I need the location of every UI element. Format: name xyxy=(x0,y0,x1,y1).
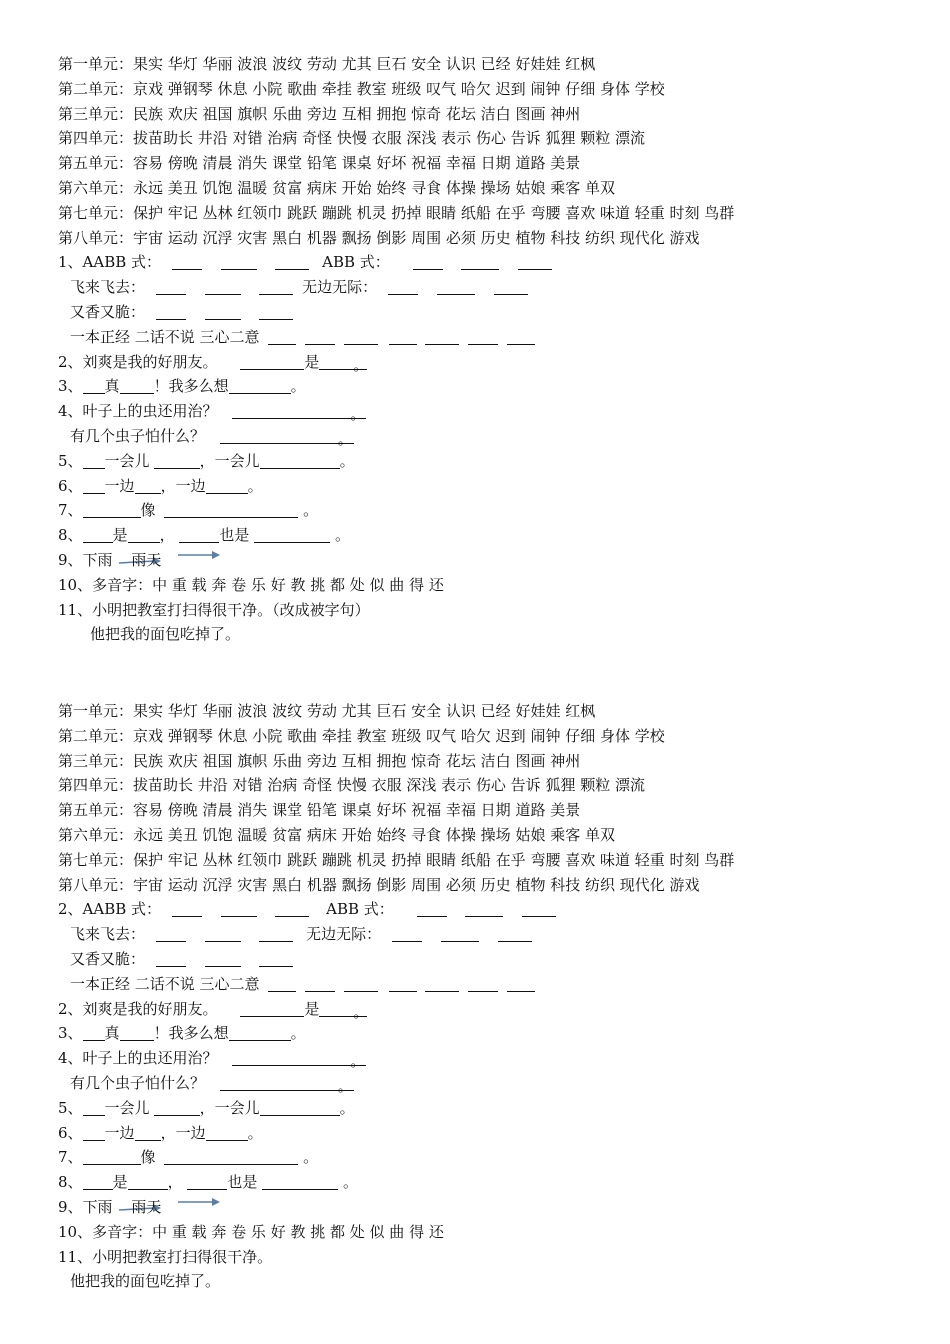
period: 。 xyxy=(290,1024,306,1043)
unit-line-6: 第六单元：永远 美丑 饥饱 温暖 贫富 病床 开始 始终 寻食 体操 操场 姑娘 乘客 单双 xyxy=(58,825,615,844)
question-7 xyxy=(58,498,918,523)
question-text: ！我多么想 xyxy=(153,1024,229,1043)
question-8 xyxy=(58,1170,918,1195)
blank[interactable] xyxy=(135,477,161,494)
blank[interactable] xyxy=(268,328,296,345)
question-2 xyxy=(58,350,918,375)
blank[interactable] xyxy=(260,1099,340,1116)
blank[interactable] xyxy=(128,526,160,543)
question-7 xyxy=(58,1145,918,1170)
period: 。 xyxy=(334,526,350,545)
blank[interactable] xyxy=(518,253,552,270)
blank[interactable] xyxy=(206,477,248,494)
q1-youxiang-line xyxy=(58,947,918,972)
question-number: 2、 xyxy=(58,900,83,919)
blank[interactable] xyxy=(389,328,417,345)
question-text: 3、 xyxy=(58,1024,83,1043)
blank[interactable] xyxy=(83,1099,105,1116)
question-4 xyxy=(58,1046,918,1071)
worksheet-1 xyxy=(58,52,918,647)
blank-with-end[interactable] xyxy=(220,1074,354,1095)
blank[interactable] xyxy=(522,900,556,917)
question-3 xyxy=(58,374,918,399)
question-10: 10、多音字：中 重 载 奔 卷 乐 好 教 挑 都 处 似 曲 得 还 xyxy=(58,575,444,594)
period: 。 xyxy=(353,1002,369,1021)
blank[interactable] xyxy=(275,253,309,270)
blank[interactable] xyxy=(229,1024,291,1041)
blank[interactable] xyxy=(229,377,291,394)
question-text: ，一边 xyxy=(160,476,206,495)
question-text: 也是 xyxy=(227,1173,258,1192)
blank[interactable] xyxy=(83,377,105,394)
idioms-label: 一本正经 二话不说 三心二意 xyxy=(70,327,260,346)
blank[interactable] xyxy=(413,253,443,270)
blank[interactable] xyxy=(83,1024,105,1041)
period: 。 xyxy=(350,405,366,424)
question-11: 11、小明把教室打扫得很干净。（改成被字句） xyxy=(58,600,370,619)
blank[interactable] xyxy=(156,925,186,942)
question-text: ，一边 xyxy=(160,1123,206,1142)
wubian-label: 无边无际： xyxy=(302,278,378,297)
question-text: 有几个虫子怕什么？ xyxy=(70,1073,206,1092)
unit-line-1: 第一单元：果实 华灯 华丽 波浪 波纹 劳动 尤其 巨石 安全 认识 已经 好娃娃 红枫 xyxy=(58,55,596,73)
blank[interactable] xyxy=(437,278,475,295)
blank[interactable] xyxy=(156,278,186,295)
blank[interactable] xyxy=(205,950,241,967)
question-6 xyxy=(58,1121,918,1146)
unit-line-7: 第七单元：保护 牢记 丛林 红领巾 跳跃 蹦跳 机灵 扔掉 眼睛 纸船 在乎 弯腰 喜欢 味道 轻重 时刻 鸟群 xyxy=(58,203,735,222)
question-3 xyxy=(58,1021,918,1046)
question-11b: 他把我的面包吃掉了。 xyxy=(70,1272,221,1291)
blank[interactable] xyxy=(259,925,293,942)
question-text: ，一会儿 xyxy=(199,451,260,470)
blank[interactable] xyxy=(388,278,418,295)
question-6 xyxy=(58,474,918,499)
period: 。 xyxy=(247,1123,263,1142)
blank[interactable] xyxy=(83,501,141,518)
question-11b: 他把我的面包吃掉了。 xyxy=(90,625,241,644)
question-9 xyxy=(58,548,918,573)
blank[interactable] xyxy=(205,925,241,942)
question-number: 1、 xyxy=(58,253,83,272)
question-9 xyxy=(58,1195,918,1220)
blank[interactable] xyxy=(83,1173,113,1190)
question-text: ， xyxy=(167,1173,183,1192)
question-text: 7、 xyxy=(58,1148,83,1167)
blank[interactable] xyxy=(83,477,105,494)
period: 。 xyxy=(342,1173,358,1192)
blank[interactable] xyxy=(268,975,296,992)
blank[interactable] xyxy=(417,900,447,917)
question-text: 雨天 xyxy=(131,1197,162,1216)
question-text: 像 xyxy=(140,501,156,520)
unit-line-4: 第四单元：拔苗助长 井沿 对错 治病 奇怪 快慢 衣服 深浅 表示 伤心 告诉 狐狸 颗粒 漂流 xyxy=(58,129,645,148)
blank[interactable] xyxy=(221,253,257,270)
question-text: 5、 xyxy=(58,1098,83,1117)
blank[interactable] xyxy=(262,1173,338,1190)
unit-line-4: 第四单元：拔苗助长 井沿 对错 治病 奇怪 快慢 衣服 深浅 表示 伤心 告诉 狐狸 颗粒 漂流 xyxy=(58,776,645,795)
period: 。 xyxy=(339,451,355,470)
blank[interactable] xyxy=(254,526,330,543)
blank[interactable] xyxy=(507,328,535,345)
blank[interactable] xyxy=(305,975,335,992)
question-text: 7、 xyxy=(58,501,83,520)
question-10: 10、多音字：中 重 载 奔 卷 乐 好 教 挑 都 处 似 曲 得 还 xyxy=(58,1222,444,1241)
blank-with-end[interactable] xyxy=(232,402,366,424)
blank[interactable] xyxy=(240,1000,304,1017)
question-text: 9、下雨 xyxy=(58,1197,113,1216)
q1-aabb-line xyxy=(58,250,918,275)
blank-with-end[interactable] xyxy=(319,353,369,374)
unit-line-6: 第六单元：永远 美丑 饥饱 温暖 贫富 病床 开始 始终 寻食 体操 操场 姑娘 乘客 单双 xyxy=(58,178,615,197)
period: 。 xyxy=(337,1076,353,1095)
blank[interactable] xyxy=(461,253,499,270)
question-text: 2、刘爽是我的好朋友。 xyxy=(58,999,218,1018)
period: 。 xyxy=(337,429,353,448)
question-2 xyxy=(58,997,918,1022)
blank-with-end[interactable] xyxy=(319,1000,369,1021)
unit-line-5: 第五单元：容易 傍晚 清晨 消失 课堂 铅笔 课桌 好坏 祝福 幸福 日期 道路 美景 xyxy=(58,801,581,820)
feilai-label: 飞来飞去： xyxy=(70,925,146,944)
blank[interactable] xyxy=(468,328,498,345)
question-text: 真 xyxy=(104,1024,120,1043)
blank[interactable] xyxy=(259,278,293,295)
unit-line-7: 第七单元：保护 牢记 丛林 红领巾 跳跃 蹦跳 机灵 扔掉 眼睛 纸船 在乎 弯腰 喜欢 味道 轻重 时刻 鸟群 xyxy=(58,850,735,869)
period: 。 xyxy=(350,1052,366,1071)
unit-line-5: 第五单元：容易 傍晚 清晨 消失 课堂 铅笔 课桌 好坏 祝福 幸福 日期 道路 美景 xyxy=(58,154,581,173)
question-text: 雨天 xyxy=(131,550,162,569)
question-text: 5、 xyxy=(58,451,83,470)
aabb-label: AABB 式： xyxy=(82,900,162,919)
unit-line-8: 第八单元：宇宙 运动 沉浮 灾害 黑白 机器 飘扬 倒影 周围 必须 历史 植物 科技 纺织 现代化 游戏 xyxy=(58,228,700,247)
blank[interactable] xyxy=(135,1124,161,1141)
q1-aabb-line xyxy=(58,897,918,922)
blank[interactable] xyxy=(164,1148,298,1165)
blank[interactable] xyxy=(83,452,105,469)
blank[interactable] xyxy=(494,278,528,295)
blank[interactable] xyxy=(392,925,422,942)
question-text: 也是 xyxy=(219,526,250,545)
blank[interactable] xyxy=(120,377,154,394)
blank[interactable] xyxy=(425,975,459,992)
blank[interactable] xyxy=(172,253,202,270)
question-text: 3、 xyxy=(58,377,83,396)
question-text: ，一会儿 xyxy=(199,1098,260,1117)
question-text: 6、 xyxy=(58,1123,83,1142)
question-text: 有几个虫子怕什么？ xyxy=(70,426,206,445)
blank[interactable] xyxy=(154,1099,200,1116)
question-text: ！我多么想 xyxy=(153,377,229,396)
question-4b xyxy=(58,424,918,449)
blank[interactable] xyxy=(83,1148,141,1165)
blank[interactable] xyxy=(275,900,309,917)
question-text: 8、 xyxy=(58,1173,83,1192)
question-5 xyxy=(58,1096,918,1121)
unit-line-3: 第三单元：民族 欢庆 祖国 旗帜 乐曲 旁边 互相 拥抱 惊奇 花坛 洁白 图画 神州 xyxy=(58,751,581,770)
blank[interactable] xyxy=(260,452,340,469)
question-text: 是 xyxy=(304,999,320,1018)
question-text: 是 xyxy=(112,526,128,545)
feilai-label: 飞来飞去： xyxy=(70,278,146,297)
unit-line-8: 第八单元：宇宙 运动 沉浮 灾害 黑白 机器 飘扬 倒影 周围 必须 历史 植物 科技 纺织 现代化 游戏 xyxy=(58,875,700,894)
q1-feilai-line xyxy=(58,275,918,300)
blank[interactable] xyxy=(205,303,241,320)
blank[interactable] xyxy=(344,975,378,992)
question-4b xyxy=(58,1071,918,1096)
blank[interactable] xyxy=(154,452,200,469)
blank[interactable] xyxy=(128,1173,168,1190)
question-text: 4、叶子上的虫还用治？ xyxy=(58,1049,218,1068)
question-text: 6、 xyxy=(58,476,83,495)
q1-idioms-line xyxy=(58,972,918,997)
blank[interactable] xyxy=(187,1173,227,1190)
question-text: 2、刘爽是我的好朋友。 xyxy=(58,352,218,371)
blank[interactable] xyxy=(425,328,459,345)
blank[interactable] xyxy=(83,526,113,543)
question-text: 一边 xyxy=(104,1123,135,1142)
blank[interactable] xyxy=(206,1124,248,1141)
aabb-label: AABB 式： xyxy=(82,253,162,272)
worksheet-2 xyxy=(58,699,918,1294)
wubian-label: 无边无际： xyxy=(306,925,382,944)
period: 。 xyxy=(290,377,306,396)
question-8 xyxy=(58,523,918,548)
period: 。 xyxy=(353,355,369,374)
q1-idioms-line xyxy=(58,325,918,350)
question-text: 像 xyxy=(140,1148,156,1167)
blank[interactable] xyxy=(172,900,202,917)
blank-with-end[interactable] xyxy=(220,427,354,448)
question-5 xyxy=(58,449,918,474)
blank[interactable] xyxy=(205,278,241,295)
idioms-label: 一本正经 二话不说 三心二意 xyxy=(70,974,260,993)
question-4 xyxy=(58,399,918,424)
blank[interactable] xyxy=(389,975,417,992)
blank[interactable] xyxy=(468,975,498,992)
arrow-right-icon xyxy=(176,548,220,562)
blank[interactable] xyxy=(259,950,293,967)
blank[interactable] xyxy=(305,328,335,345)
question-text: 9、下雨 xyxy=(58,550,113,569)
blank[interactable] xyxy=(156,303,186,320)
question-text: 真 xyxy=(104,377,120,396)
blank[interactable] xyxy=(156,950,186,967)
question-text: 一会儿 xyxy=(104,451,150,470)
unit-line-2: 第二单元：京戏 弹钢琴 休息 小院 歌曲 牵挂 教室 班级 叹气 哈欠 迟到 闹钟 仔细 身体 学校 xyxy=(58,79,665,98)
question-text: 是 xyxy=(112,1173,128,1192)
question-text: 一边 xyxy=(104,476,135,495)
period: 。 xyxy=(339,1098,355,1117)
blank[interactable] xyxy=(83,1124,105,1141)
blank-with-end[interactable] xyxy=(232,1049,366,1071)
period: 。 xyxy=(303,1148,319,1167)
question-text: 是 xyxy=(304,352,320,371)
q1-youxiang-line xyxy=(58,300,918,325)
period: 。 xyxy=(303,501,319,520)
blank[interactable] xyxy=(240,353,304,370)
abb-label: ABB 式： xyxy=(326,900,394,919)
question-text: 4、叶子上的虫还用治？ xyxy=(58,402,218,421)
period: 。 xyxy=(247,476,263,495)
q1-feilai-line xyxy=(58,922,918,947)
question-text: 8、 xyxy=(58,526,83,545)
blank[interactable] xyxy=(164,501,298,518)
arrow-right-icon xyxy=(176,1195,220,1209)
unit-line-2: 第二单元：京戏 弹钢琴 休息 小院 歌曲 牵挂 教室 班级 叹气 哈欠 迟到 闹钟 仔细 身体 学校 xyxy=(58,726,665,745)
blank[interactable] xyxy=(507,975,535,992)
unit-line-1: 第一单元：果实 华灯 华丽 波浪 波纹 劳动 尤其 巨石 安全 认识 已经 好娃娃 红枫 xyxy=(58,702,596,720)
blank[interactable] xyxy=(465,900,503,917)
blank[interactable] xyxy=(221,900,257,917)
blank[interactable] xyxy=(498,925,532,942)
blank[interactable] xyxy=(259,303,293,320)
youxiang-label: 又香又脆： xyxy=(70,949,146,968)
youxiang-label: 又香又脆： xyxy=(70,302,146,321)
question-text: 一会儿 xyxy=(104,1098,150,1117)
blank[interactable] xyxy=(120,1024,154,1041)
question-11: 11、小明把教室打扫得很干净。 xyxy=(58,1247,273,1266)
question-text: ， xyxy=(159,526,175,545)
unit-line-3: 第三单元：民族 欢庆 祖国 旗帜 乐曲 旁边 互相 拥抱 惊奇 花坛 洁白 图画 神州 xyxy=(58,104,581,123)
blank[interactable] xyxy=(441,925,479,942)
blank[interactable] xyxy=(344,328,378,345)
abb-label: ABB 式： xyxy=(322,253,390,272)
blank[interactable] xyxy=(179,526,219,543)
